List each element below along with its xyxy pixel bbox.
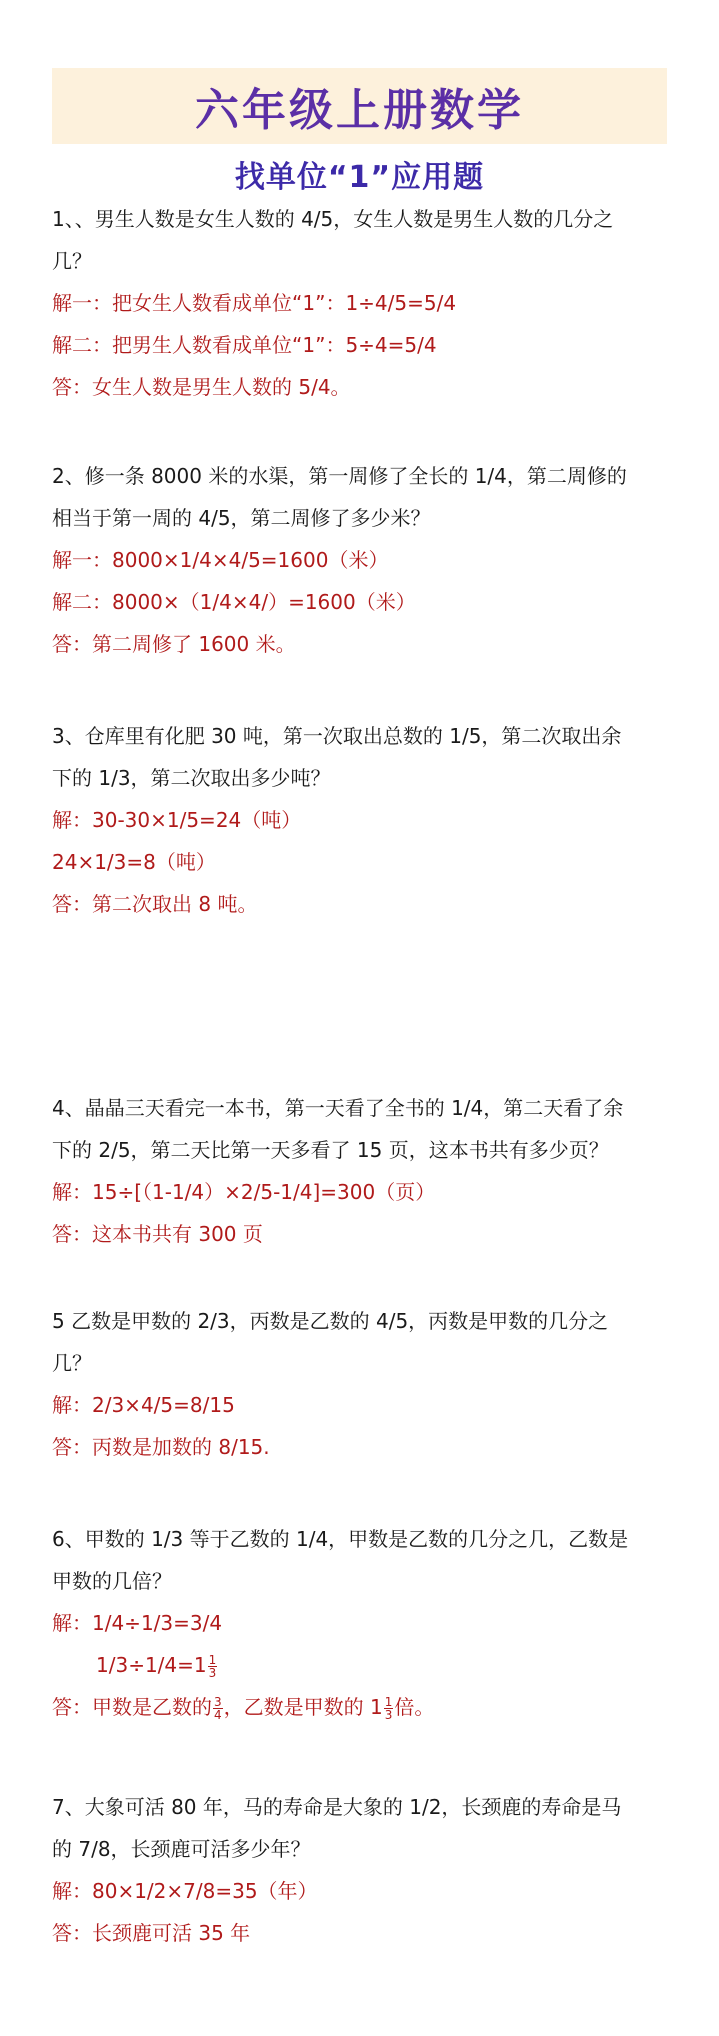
question-line: 甲数的几倍？: [52, 1569, 172, 1593]
fraction-denominator: 4: [214, 1708, 222, 1722]
problem-1: [52, 198, 682, 408]
answer-line: 解：2/3×4/5=8/15: [52, 1393, 235, 1417]
title-banner: [52, 68, 667, 144]
fraction-numerator: 3: [214, 1695, 222, 1709]
question-line: 下的 2/5，第二天比第一天多看了 15 页，这本书共有多少页？: [52, 1138, 609, 1162]
answer-line: [52, 1686, 682, 1728]
answer-text: 答：甲数是乙数的: [52, 1695, 212, 1719]
answer-line: 解二：把男生人数看成单位“1”：5÷4=5/4: [52, 333, 437, 357]
question-line: 2、修一条 8000 米的水渠，第一周修了全长的 1/4，第二周修的: [52, 464, 627, 488]
page-subtitle: 找单位“1”应用题: [234, 160, 485, 195]
answer-line: 解二：8000×（1/4×4/）=1600（米）: [52, 590, 416, 614]
answer-line: 解：30-30×1/5=24（吨）: [52, 808, 302, 832]
question-line: 4、晶晶三天看完一本书，第一天看了全书的 1/4，第二天看了余: [52, 1096, 624, 1120]
answer-line: [52, 1644, 682, 1686]
question-line: 几？: [52, 249, 92, 273]
answer-line: 解一：8000×1/4×4/5=1600（米）: [52, 548, 389, 572]
fraction: [208, 1654, 218, 1679]
answer-line: 24×1/3=8（吨）: [52, 850, 216, 874]
question-line: 几？: [52, 1351, 92, 1375]
answer-text: ，乙数是甲数的 1: [223, 1695, 383, 1719]
fraction: [213, 1696, 223, 1721]
fraction-numerator: 1: [208, 1653, 217, 1667]
problem-4: [52, 1087, 682, 1255]
question-line: 的 7/8，长颈鹿可活多少年？: [52, 1837, 311, 1861]
question-line: 6、甲数的 1/3 等于乙数的 1/4，甲数是乙数的几分之几，乙数是: [52, 1527, 629, 1551]
answer-line: 答：女生人数是男生人数的 5/4。: [52, 375, 351, 399]
answer-line: 答：第二次取出 8 吨。: [52, 892, 258, 916]
answer-line: 解一：把女生人数看成单位“1”：1÷4/5=5/4: [52, 291, 457, 315]
question-line: 7、大象可活 80 年，马的寿命是大象的 1/2，长颈鹿的寿命是马: [52, 1795, 622, 1819]
question-line: 3、仓库里有化肥 30 吨，第一次取出总数的 1/5，第二次取出余: [52, 724, 622, 748]
answer-text: 倍。: [394, 1695, 435, 1719]
fraction-denominator: 3: [384, 1708, 393, 1722]
fraction: [384, 1696, 394, 1721]
answer-line: 答：第二周修了 1600 米。: [52, 632, 296, 656]
answer-line: 答：丙数是加数的 8/15.: [52, 1435, 270, 1459]
problem-6: [52, 1518, 682, 1728]
question-line: 相当于第一周的 4/5，第二周修了多少米？: [52, 506, 431, 530]
answer-line: 解：80×1/2×7/8=35（年）: [52, 1879, 318, 1903]
answer-line: 解：15÷[（1-1/4）×2/5-1/4]=300（页）: [52, 1180, 436, 1204]
answer-line: 解：1/4÷1/3=3/4: [52, 1611, 223, 1635]
fraction-denominator: 3: [208, 1666, 217, 1680]
problem-5: [52, 1300, 682, 1468]
problem-3: [52, 715, 682, 925]
fraction-numerator: 1: [384, 1695, 393, 1709]
answer-line: 答：这本书共有 300 页: [52, 1222, 263, 1246]
problem-7: [52, 1786, 682, 1954]
question-line: 下的 1/3，第二次取出多少吨？: [52, 766, 331, 790]
page-title: 六年级上册数学: [195, 85, 524, 136]
answer-line: 答：长颈鹿可活 35 年: [52, 1921, 251, 1945]
question-line: 1、、男生人数是女生人数的 4/5，女生人数是男生人数的几分之: [52, 207, 614, 231]
answer-text: 1/3÷1/4=1: [96, 1653, 207, 1677]
problem-2: [52, 455, 682, 665]
question-line: 5 乙数是甲数的 2/3，丙数是乙数的 4/5，丙数是甲数的几分之: [52, 1309, 609, 1333]
